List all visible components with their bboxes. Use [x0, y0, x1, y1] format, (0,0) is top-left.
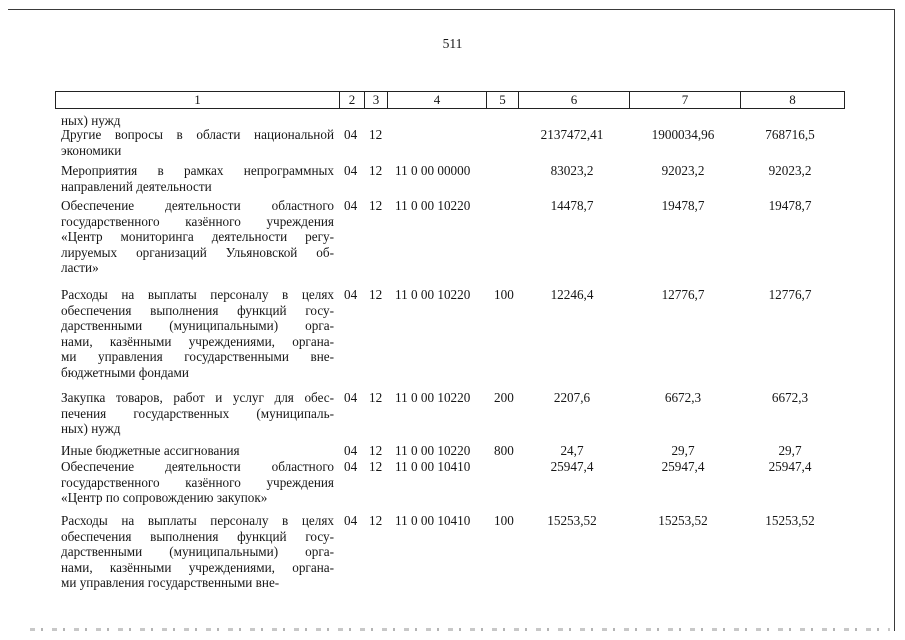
description-line: Обеспечение деятельности областного — [61, 459, 334, 474]
row-description — [61, 287, 334, 381]
section-code: 04 — [344, 390, 358, 405]
row-description — [61, 127, 334, 158]
expense-type-code: 200 — [494, 390, 514, 405]
subsection-code: 12 — [369, 163, 383, 178]
row-description — [61, 443, 334, 459]
page-number: 511 — [442, 36, 463, 51]
amount-col-8: 15253,52 — [765, 513, 815, 528]
expense-type-code: 800 — [494, 443, 514, 458]
amount-col-7: 92023,2 — [661, 163, 705, 178]
row-description — [61, 459, 334, 506]
header-col-5: 5 — [499, 92, 506, 107]
table-header — [55, 91, 845, 109]
row-description — [61, 513, 334, 591]
description-line: Мероприятия в рамках непрограммных — [61, 163, 334, 178]
target-article-code: 11 0 00 10220 — [395, 198, 471, 213]
scan-border-right — [894, 9, 895, 631]
description-line: Расходы на выплаты персоналу в целях — [61, 287, 334, 302]
header-col-2: 2 — [348, 92, 356, 107]
description-line: ми управления государственными вне- — [61, 349, 334, 365]
section-code: 04 — [344, 443, 358, 458]
amount-col-8: 12776,7 — [768, 287, 812, 302]
expense-type-code: 100 — [494, 513, 514, 528]
amount-col-6: 12246,4 — [550, 287, 594, 302]
header-col-3: 3 — [372, 92, 380, 107]
description-line: Обеспечение деятельности областного — [61, 198, 334, 213]
target-article-code: 11 0 00 10220 — [395, 390, 471, 405]
subsection-code: 12 — [369, 443, 383, 458]
amount-col-6: 24,7 — [560, 443, 584, 458]
description-line: печения государственных (муниципаль- — [61, 405, 334, 421]
subsection-code: 12 — [369, 390, 383, 405]
description-line: Иные бюджетные ассигнования — [61, 443, 240, 458]
amount-col-6: 15253,52 — [547, 513, 597, 528]
target-article-code: 11 0 00 10220 — [395, 443, 471, 458]
description-line: нами, казёнными учреждениями, органа- — [61, 333, 334, 349]
description-line: лируемых организаций Ульяновской об- — [61, 244, 334, 260]
header-col-8: 8 — [789, 92, 796, 107]
section-code: 04 — [344, 127, 358, 142]
subsection-code: 12 — [369, 127, 383, 142]
section-code: 04 — [344, 198, 358, 213]
subsection-code: 12 — [369, 459, 383, 474]
description-line: дарственными (муниципальными) орга- — [61, 318, 334, 334]
amount-col-7: 6672,3 — [664, 390, 702, 405]
scan-border-top — [8, 9, 895, 10]
target-article-code: 11 0 00 00000 — [395, 163, 471, 178]
description-line: бюджетными фондами — [61, 364, 189, 380]
amount-col-6: 83023,2 — [550, 163, 594, 178]
amount-col-7: 15253,52 — [658, 513, 708, 528]
description-line: государственного казённого учреждения — [61, 474, 334, 490]
amount-col-6: 2137472,41 — [540, 127, 604, 142]
description-line: экономики — [61, 142, 122, 158]
amount-col-8: 25947,4 — [768, 459, 812, 474]
amount-col-8: 29,7 — [778, 443, 802, 458]
header-col-1: 1 — [194, 92, 201, 107]
description-line: нами, казёнными учреждениями, органа- — [61, 559, 334, 575]
target-article-code: 11 0 00 10410 — [395, 513, 471, 528]
section-code: 04 — [344, 459, 358, 474]
description-line: государственного казённого учреждения — [61, 213, 334, 229]
description-line: «Центр по сопровождению закупок» — [61, 490, 268, 506]
description-line: обеспечения выполнения функций госу- — [61, 302, 334, 318]
description-line: ных) нужд — [61, 421, 121, 437]
target-article-code: 11 0 00 10410 — [395, 459, 471, 474]
header-col-6: 6 — [570, 92, 578, 107]
amount-col-7: 12776,7 — [661, 287, 705, 302]
description-line: Закупка товаров, работ и услуг для обес- — [61, 390, 334, 405]
amount-col-6: 25947,4 — [550, 459, 594, 474]
amount-col-8: 6672,3 — [771, 390, 809, 405]
header-col-4: 4 — [433, 92, 441, 107]
amount-col-8: 768716,5 — [765, 127, 815, 142]
subsection-code: 12 — [369, 513, 383, 528]
amount-col-7: 19478,7 — [661, 198, 705, 213]
description-line: Расходы на выплаты персоналу в целях — [61, 513, 334, 528]
description-line: ласти» — [61, 260, 99, 276]
target-article-code: 11 0 00 10220 — [395, 287, 471, 302]
amount-col-8: 92023,2 — [768, 163, 812, 178]
description-line: «Центр мониторинга деятельности регу- — [61, 229, 334, 245]
section-code: 04 — [344, 513, 358, 528]
amount-col-7: 1900034,96 — [651, 127, 715, 142]
description-line: Другие вопросы в области национальной — [61, 127, 334, 142]
amount-col-7: 29,7 — [671, 443, 695, 458]
amount-col-8: 19478,7 — [768, 198, 812, 213]
subsection-code: 12 — [369, 198, 383, 213]
description-line: ми управления государственными вне- — [61, 575, 280, 591]
description-line: обеспечения выполнения функций госу- — [61, 528, 334, 544]
row-description — [61, 198, 334, 276]
amount-col-6: 14478,7 — [550, 198, 594, 213]
description-line: направлений деятельности — [61, 178, 212, 194]
description-line: дарственными (муниципальными) орга- — [61, 544, 334, 560]
expense-type-code: 100 — [494, 287, 514, 302]
row-description — [61, 390, 334, 437]
header-col-7: 7 — [681, 92, 689, 107]
subsection-code: 12 — [369, 287, 383, 302]
description-line: ных) нужд — [61, 113, 121, 128]
scan-edge-noise — [30, 628, 890, 631]
section-code: 04 — [344, 163, 358, 178]
amount-col-7: 25947,4 — [661, 459, 705, 474]
amount-col-6: 2207,6 — [553, 390, 591, 405]
section-code: 04 — [344, 287, 358, 302]
row-description — [61, 163, 334, 194]
